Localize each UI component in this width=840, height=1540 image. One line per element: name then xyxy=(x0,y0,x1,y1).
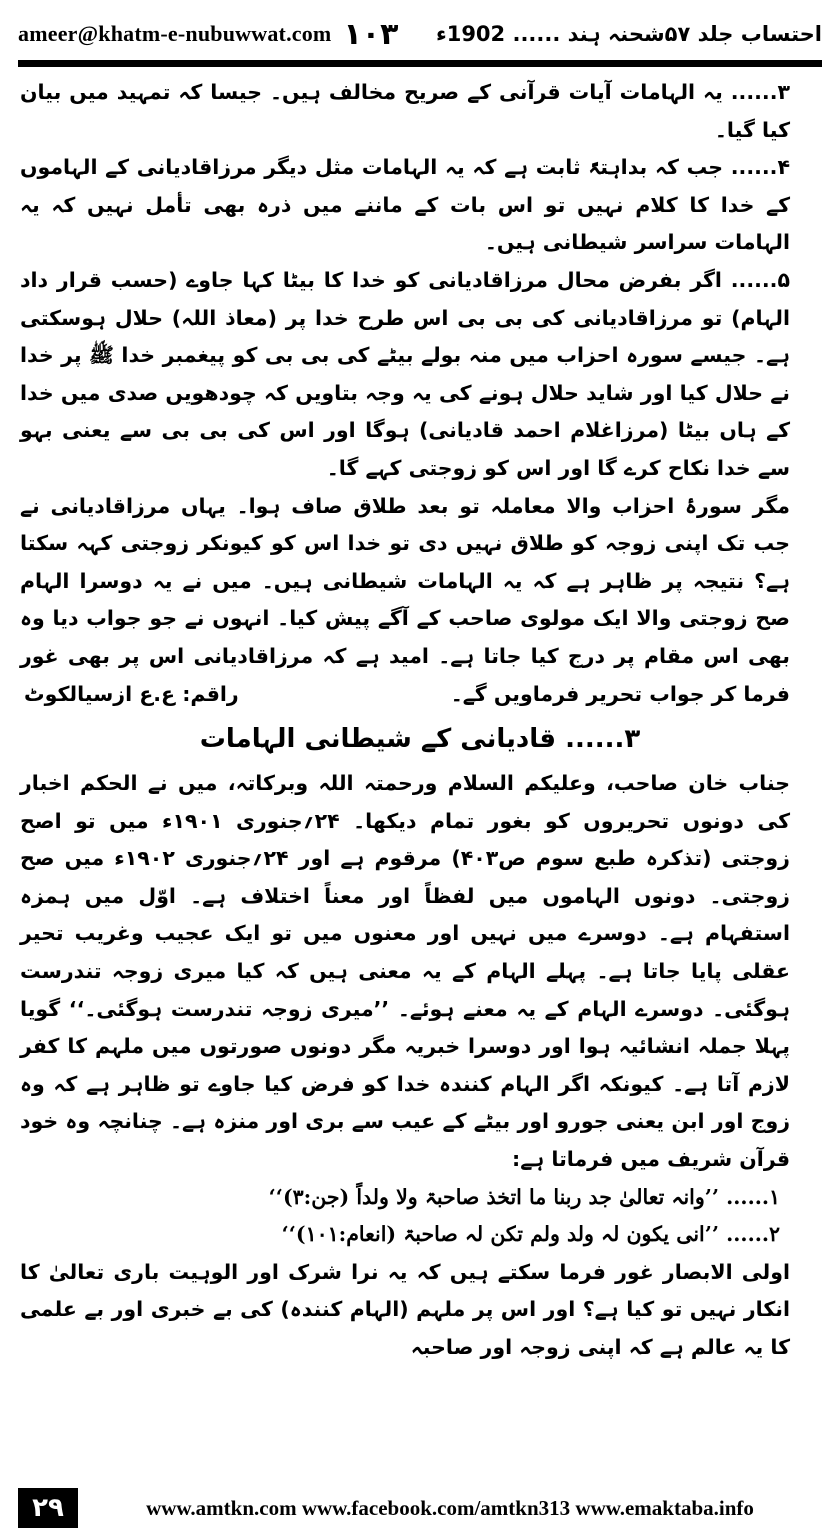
header-page-number: ۱۰۳ xyxy=(343,16,399,52)
footer-links[interactable]: www.amtkn.com www.facebook.com/amtkn313 www.emaktaba.info xyxy=(146,1495,754,1520)
header-rule xyxy=(18,60,822,67)
header-email: ameer@khatm-e-nubuwwat.com xyxy=(18,21,332,46)
quran-quote-2: ۲...... ’’انی یکون لہ ولد ولم تکن لہ صاحبۃ (انعام:۱۰۱)‘‘ xyxy=(281,1222,780,1247)
paragraph-final: اولی الابصار غور فرما سکتے ہیں کہ یہ نرا شرک اور الوہیت باری تعالیٰ کا انکار نہیں تو کیا ہے؟ اور اس پر ملہم (الہام کنندہ) کی بے خبری اور بے علمی کا یہ عالم ہے کہ اپنی زوجہ اور صاحبہ xyxy=(20,1259,790,1359)
paragraph-4: ۴...... جب کہ بداہتہً ثابت ہے کہ یہ الہامات مثل دیگر مرزاقادیانی کے الہاموں کے خدا کا کلام نہیں تو اس بات کے ماننے میں ذرہ بھی تأمل نہیں کہ یہ الہامات سراسر شیطانی ہیں۔ xyxy=(20,155,790,255)
paragraph-letter: جناب خان صاحب، وعلیکم السلام ورحمتہ اللہ وبرکاتہ، میں نے الحکم اخبار کی دونوں تحریروں کو بغور تمام دیکھا۔ ۲۴؍جنوری ۱۹۰۱ء میں تو اصح زوجتی (تذکرہ طبع سوم ص۴۰۳) مرقوم ہے اور ۲۴؍جنوری ۱۹۰۲ء میں صح زوجتی۔ دونوں الہاموں میں لفظاً اور معناً اختلاف ہے۔ اوّل میں ہمزہ استفہام ہے۔ دوسرے میں نہیں اور معنوں میں تو ایک عجیب وغریب تحیر عقلی پایا جاتا ہے۔ پہلے الہام کے یہ معنی ہیں کہ کیا میری زوجہ تندرست ہوگئی۔ دوسرے الہام کے یہ معنے ہوئے۔ ’’میری زوجہ تندرست ہوگئی۔‘‘ گویا پہلا جملہ انشائیہ ہوا اور دوسرا خبریہ مگر دونوں صورتوں میں ملہم کا کفر لازم آتا ہے۔ کیونکہ اگر الہام کنندہ خدا کو فرض کیا جاوے تو ظاہر ہے کہ وہ زوج اور ابن یعنی جورو اور بیٹے کے عیب سے بری اور منزہ ہے۔ چنانچہ وہ خود قرآن شریف میں فرماتا ہے: xyxy=(20,771,791,1172)
page-footer xyxy=(18,1486,822,1530)
body-text xyxy=(20,74,820,1367)
page-header xyxy=(18,12,822,56)
header-left xyxy=(18,17,398,52)
paragraph-continuation xyxy=(20,488,820,714)
footer-folio: ۲۹ xyxy=(18,1488,78,1528)
header-running-title: احتساب جلد ۵۷شحنہ ہند ...... 1902ء xyxy=(435,22,822,46)
section-heading: ۳...... قادیانی کے شیطانی الہامات xyxy=(199,724,641,755)
author-signature: راقم: ع.ع ازسیالکوٹ xyxy=(24,681,239,706)
quran-quote-1: ۱...... ’’وانہ تعالیٰ جد ربنا ما اتخذ صاحبۃ ولا ولداً (جن:۳)‘‘ xyxy=(268,1184,780,1209)
paragraph-3: ۳...... یہ الہامات آیات قرآنی کے صریح مخالف ہیں۔ جیسا کہ تمہید میں بیان کیا گیا۔ xyxy=(20,80,790,142)
paragraph-continuation-text: مگر سورۂ احزاب والا معاملہ تو بعد طلاق صاف ہوا۔ یہاں مرزاقادیانی نے جب تک اپنی زوجہ کو طلاق نہیں دی تو خدا اس کو کیونکر زوجتی کہہ سکتا ہے؟ نتیجہ پر ظاہر ہے کہ یہ الہامات شیطانی ہیں۔ میں نے یہ دوسرا الہام صح زوجتی والا ایک مولوی صاحب کے آگے پیش کیا۔ انہوں نے جو جواب دیا وہ بھی اس مقام پر درج کیا جاتا ہے۔ امید ہے کہ مرزاقادیانی اس پر بھی غور فرما کر جواب تحریر فرماویں گے۔ xyxy=(20,493,790,706)
paragraph-5: ۵...... اگر بفرض محال مرزاقادیانی کو خدا کا بیٹا کہا جاوے (حسب قرار داد الہام) تو مرزاقادیانی کی بی بی اس طرح خدا پر (معاذ اللہ) حلال ہوسکتی ہے۔ جیسے سورہ احزاب میں منہ بولے بیٹے کی بی بی کو پیغمبر خدا ﷺ پر خدا نے حلال کیا اور شاید حلال ہونے کی یہ وجہ بتاویں کہ چودھویں صدی میں خدا کے ہاں بیٹا (مرزاغلام احمد قادیانی) ہوگا اور اس کی بی بی سے یعنی بہو سے خدا نکاح کرے گا اور اس کو زوجتی کہے گا۔ xyxy=(20,267,790,480)
